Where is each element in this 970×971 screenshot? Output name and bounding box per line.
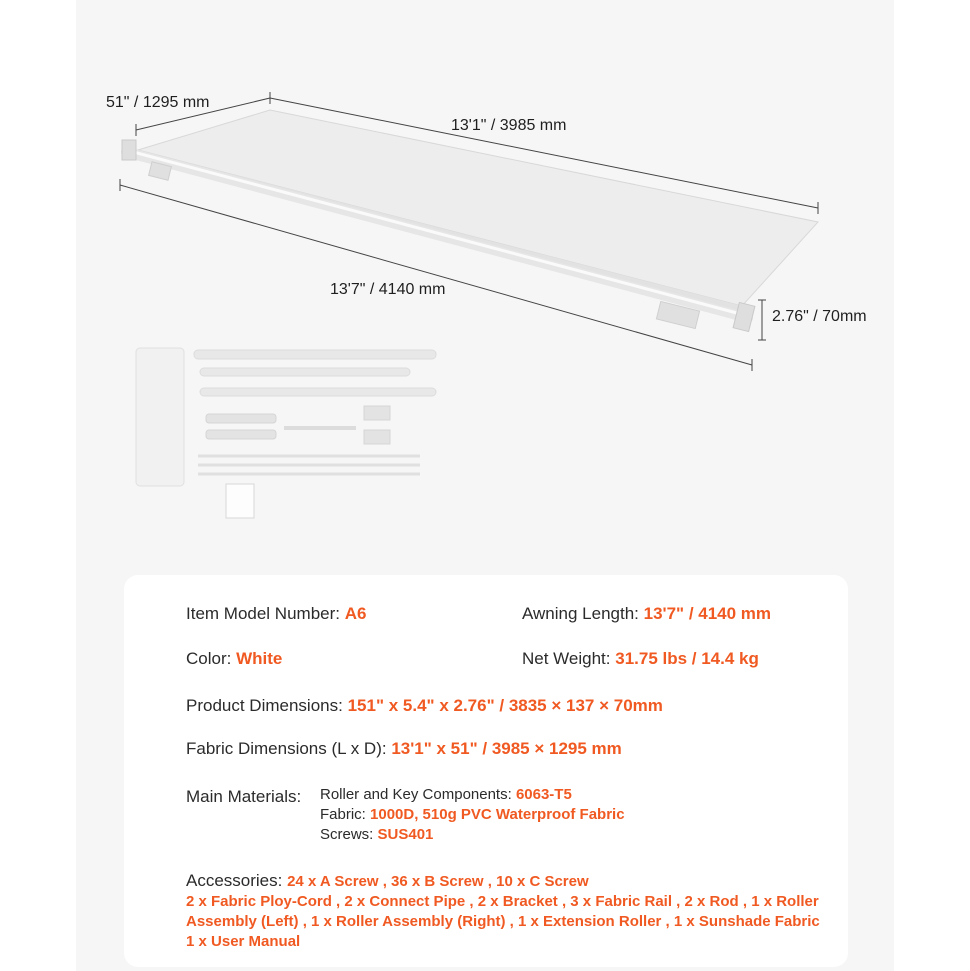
spec-fabric-dimensions: Fabric Dimensions (L x D): 13'1" x 51" / 3985 × 1295 mm [186, 739, 622, 758]
spec-model: Item Model Number: A6 [186, 604, 367, 623]
depth-dimension-label: 51" / 1295 mm [106, 94, 210, 111]
parts-illustration [136, 348, 436, 518]
materials-label: Main Materials: [186, 787, 302, 806]
materials-list [320, 785, 625, 845]
fabric-length-dimension-label: 13'1" / 3985 mm [451, 117, 567, 134]
height-dimension-label: 2.76" / 70mm [772, 308, 867, 325]
material-screws: Screws: SUS401 [320, 826, 434, 843]
spec-color: Color: White [186, 649, 283, 668]
spec-card [124, 575, 848, 967]
material-fabric: Fabric: 1000D, 510g PVC Waterproof Fabric [320, 806, 625, 823]
spec-product-dimensions: Product Dimensions: 151" x 5.4" x 2.76" / 3835 × 137 × 70mm [186, 696, 663, 715]
spec-awning-length: Awning Length: 13'7" / 4140 mm [522, 604, 772, 623]
material-roller: Roller and Key Components: 6063-T5 [320, 786, 572, 803]
accessories-list: Accessories: 24 x A Screw , 36 x B Screw , 10 x C Screw 2 x Fabric Ploy-Cord , 2 x Connect Pipe , 2 x Bracket , 3 x Fabric Rail , 2 x Rod , 1 x Roller Assembly (Left) , 1 x Roller Assembly (Right) , 1 x Extension Roller , 1 x Sunshade Fabric 1 x User Manual [186, 871, 820, 950]
awning-diagram [76, 0, 894, 560]
awning-length-dimension-label: 13'7" / 4140 mm [330, 281, 446, 298]
spec-net-weight: Net Weight: 31.75 lbs / 14.4 kg [522, 649, 759, 668]
product-spec-page [76, 0, 894, 971]
